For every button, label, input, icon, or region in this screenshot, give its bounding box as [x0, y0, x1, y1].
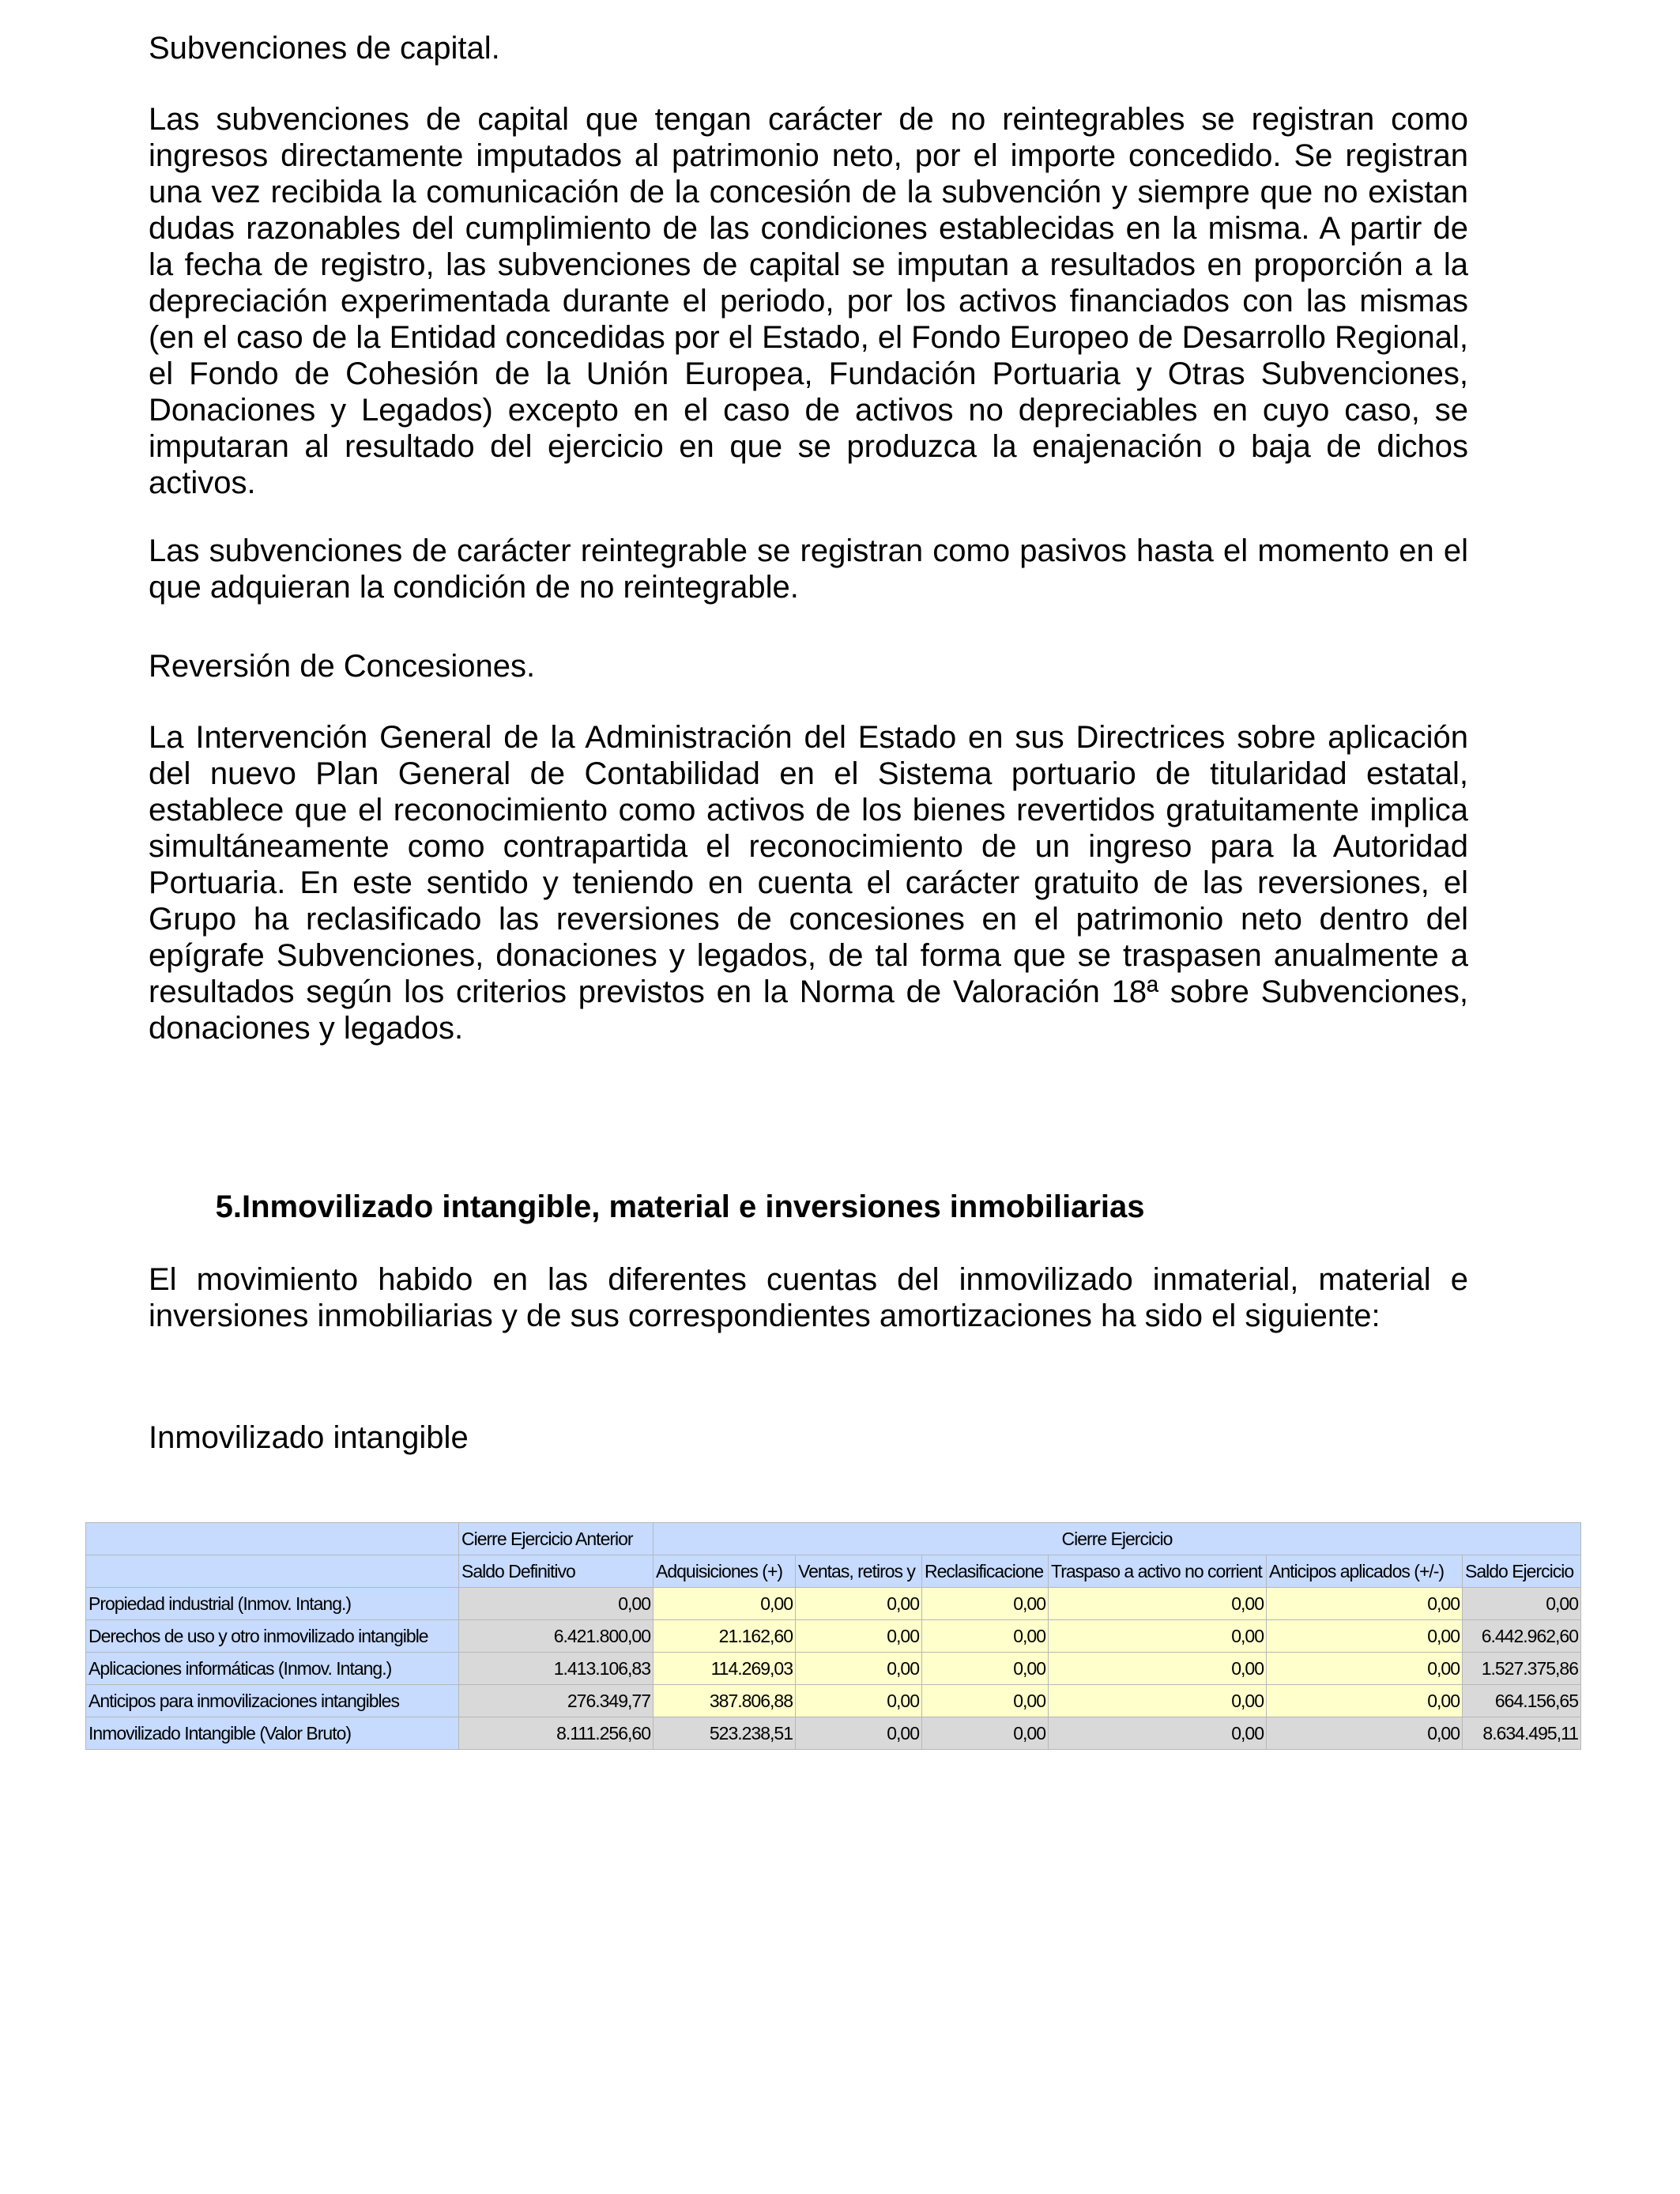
table-cell: 0,00	[654, 1588, 796, 1620]
table-cell: 1.527.375,86	[1463, 1653, 1581, 1685]
column-header: Adquisiciones (+)	[654, 1555, 796, 1588]
section-title: Inmovilizado intangible, material e inversiones inmobiliarias	[242, 1189, 1145, 1224]
table-cell: 0,00	[1267, 1653, 1463, 1685]
table-cell: 0,00	[922, 1588, 1049, 1620]
section-5-paragraph: El movimiento habido en las diferentes cuentas del inmovilizado inmaterial, material e inversiones inmobiliarias y de sus correspondientes amortizaciones ha sido el siguiente:	[149, 1262, 1468, 1333]
column-header: Saldo Ejercicio	[1463, 1555, 1581, 1588]
table-cell: 0,00	[796, 1685, 922, 1717]
table-cell: 8.634.495,11	[1463, 1717, 1581, 1750]
row-label: Propiedad industrial (Inmov. Intang.)	[86, 1588, 459, 1620]
table-cell: 0,00	[1049, 1685, 1267, 1717]
table-cell: 0,00	[1267, 1685, 1463, 1717]
table-cell: 664.156,65	[1463, 1685, 1581, 1717]
table-cell: 6.421.800,00	[459, 1620, 654, 1653]
column-header: Reclasificacione	[922, 1555, 1049, 1588]
intangible-subtitle: Inmovilizado intangible	[149, 1420, 469, 1455]
subvenciones-paragraph-1: Las subvenciones de capital que tengan carácter de no reintegrables se registran como ingresos directamente imputados al patrimonio neto, por el importe concedido. Se registran una vez recibida la comunicación de la concesión de la subvención y siempre que no existan dudas razonables del cumplimiento de las condiciones establecidas en la misma. A partir de la fecha de registro, las subvenciones de capital se imputan a resultados en proporción a la depreciación experimentada durante el periodo, por los activos financiados con las mismas (en el caso de la Entidad concedidas por el Estado, el Fondo Europeo de Desarrollo Regional, el Fondo de Cohesión de la Unión Europea, Fundación Portuaria y Otras Subvenciones, Donaciones y Legados) excepto en el caso de activos no depreciables en cuyo caso, se imputaran al resultado del ejercicio en que se produzca la enajenación o baja de dichos activos.	[149, 102, 1468, 500]
table-group-header-row	[86, 1523, 1581, 1555]
table-row	[86, 1588, 1581, 1620]
table-cell: 387.806,88	[654, 1685, 796, 1717]
table-cell: 0,00	[922, 1653, 1049, 1685]
header-empty-cell	[86, 1523, 459, 1555]
table-cell: 0,00	[1463, 1588, 1581, 1620]
table-row	[86, 1653, 1581, 1685]
table-cell: 0,00	[1267, 1620, 1463, 1653]
intangible-table-wrapper	[85, 1522, 1581, 1750]
table-row	[86, 1620, 1581, 1653]
table-cell: 114.269,03	[654, 1653, 796, 1685]
table-cell: 0,00	[1267, 1717, 1463, 1750]
row-label: Anticipos para inmovilizaciones intangibles	[86, 1685, 459, 1717]
row-label: Aplicaciones informáticas (Inmov. Intang.)	[86, 1653, 459, 1685]
group-header-current: Cierre Ejercicio	[654, 1523, 1581, 1555]
header-empty-cell	[86, 1555, 459, 1588]
row-label: Derechos de uso y otro inmovilizado intangible	[86, 1620, 459, 1653]
column-header: Saldo Definitivo	[459, 1555, 654, 1588]
table-cell: 276.349,77	[459, 1685, 654, 1717]
table-cell: 0,00	[922, 1717, 1049, 1750]
table-cell: 0,00	[796, 1620, 922, 1653]
reversion-title: Reversión de Concesiones.	[149, 649, 536, 684]
column-header: Ventas, retiros y	[796, 1555, 922, 1588]
table-cell: 0,00	[1049, 1620, 1267, 1653]
table-cell: 0,00	[1267, 1588, 1463, 1620]
column-header: Traspaso a activo no corrient	[1049, 1555, 1267, 1588]
section-5-heading	[190, 1189, 1145, 1225]
table-cell: 8.111.256,60	[459, 1717, 654, 1750]
table-row	[86, 1685, 1581, 1717]
table-cell: 21.162,60	[654, 1620, 796, 1653]
table-cell: 0,00	[1049, 1588, 1267, 1620]
table-cell: 0,00	[922, 1685, 1049, 1717]
table-cell: 0,00	[1049, 1717, 1267, 1750]
table-total-row	[86, 1717, 1581, 1750]
table-cell: 0,00	[796, 1653, 922, 1685]
table-cell: 0,00	[796, 1588, 922, 1620]
table-cell: 523.238,51	[654, 1717, 796, 1750]
column-header: Anticipos aplicados (+/-)	[1267, 1555, 1463, 1588]
table-cell: 0,00	[1049, 1653, 1267, 1685]
intangible-assets-table	[85, 1522, 1581, 1750]
table-cell: 0,00	[922, 1620, 1049, 1653]
subvenciones-paragraph-2: Las subvenciones de carácter reintegrable se registran como pasivos hasta el momento en el que adquieran la condición de no reintegrable.	[149, 533, 1468, 605]
table-cell: 0,00	[459, 1588, 654, 1620]
subvenciones-title: Subvenciones de capital.	[149, 31, 500, 66]
row-label: Inmovilizado Intangible (Valor Bruto)	[86, 1717, 459, 1750]
table-cell: 1.413.106,83	[459, 1653, 654, 1685]
section-number: 5.	[215, 1189, 242, 1224]
table-column-header-row	[86, 1555, 1581, 1588]
group-header-previous: Cierre Ejercicio Anterior	[459, 1523, 654, 1555]
table-cell: 0,00	[796, 1717, 922, 1750]
reversion-paragraph: La Intervención General de la Administración del Estado en sus Directrices sobre aplicación del nuevo Plan General de Contabilidad en el Sistema portuario de titularidad estatal, establece que el reconocimiento como activos de los bienes revertidos gratuitamente implica simultáneamente como contrapartida el reconocimiento de un ingreso para la Autoridad Portuaria. En este sentido y teniendo en cuenta el carácter gratuito de las reversiones, el Grupo ha reclasificado las reversiones de concesiones en el patrimonio neto dentro del epígrafe Subvenciones, donaciones y legados, de tal forma que se traspasen anualmente a resultados según los criterios previstos en la Norma de Valoración 18ª sobre Subvenciones, donaciones y legados.	[149, 720, 1468, 1046]
table-cell: 6.442.962,60	[1463, 1620, 1581, 1653]
